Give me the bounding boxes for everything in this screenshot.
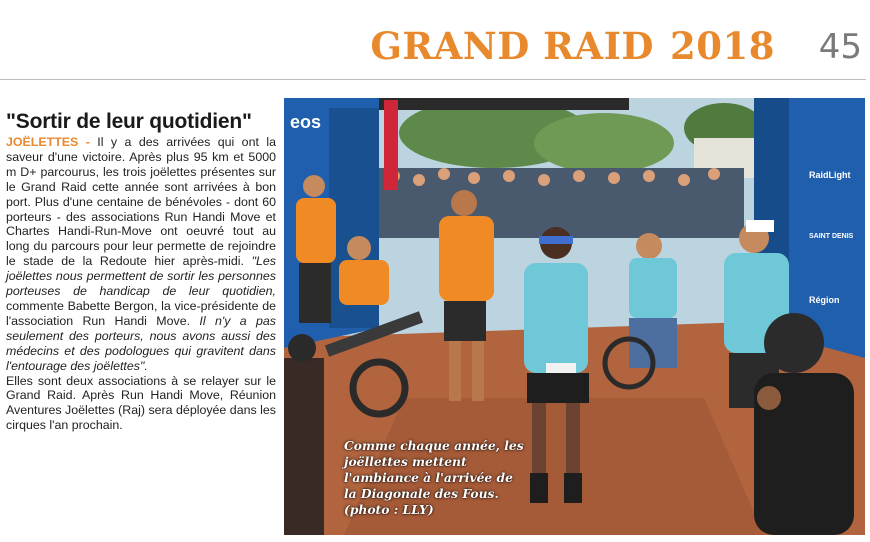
banner-right-text-2: SAINT DENIS <box>809 233 854 240</box>
section-title <box>370 24 775 68</box>
section-title-text: GRAND RAID <box>370 24 655 68</box>
photo-arch <box>339 98 629 110</box>
banner-left-text: eos <box>290 112 322 132</box>
photo-spectator-left-edge <box>284 334 324 535</box>
banner-right-text-1: RaidLight <box>809 170 851 180</box>
photo-flag <box>384 100 398 190</box>
article-paragraph-1: Il y a des arrivées qui ont la saveur d'une victoire. Après plus 95 km et 5000 m D+ parcourus, les trois joëlettes présentes sur le Grand Raid cette année sont arrivées à bon port. Plus d'une centaine de bénévoles - dont 60 porteurs - des associations Run Handi Move et Chartes Handi-Run-Move ont oeuvré tout au long du parcours pour leur permette de rejoindre le stade de la Redoute hier après-midi. <box>6 135 276 269</box>
article-kicker: JOËLETTES - <box>6 135 90 149</box>
page-number: 45 <box>818 27 862 67</box>
article-attribution: commente Babette Bergon, la vice-présidente de l'association Run Handi Move. <box>6 298 276 328</box>
header-divider <box>0 79 866 80</box>
article-quote-2: Il n'y a pas seulement des porteurs, nous avons aussi des médecins et des podologues qui gravitent dans l'entourage des joëlettes". <box>6 313 276 373</box>
article-column <box>6 110 276 433</box>
article-quote-1: "Les joëlettes nous permettent de sortir les personnes porteuses de handicap de leur quotidien, <box>6 254 276 299</box>
article-paragraph-2: Elles sont deux associations à se relayer sur le Grand Raid. Après Run Handi Move, Réunion Aventures Joëlettes (Raj) sera déployée dans les cirques l'an prochain. <box>6 373 276 433</box>
photo-tree <box>534 113 674 173</box>
banner-right-text-3: Région <box>809 295 840 305</box>
page-header <box>0 0 870 80</box>
article-body <box>6 135 276 374</box>
article-photo <box>284 98 865 535</box>
section-year: 2018 <box>670 24 775 68</box>
article-headline: "Sortir de leur quotidien" <box>6 110 252 133</box>
photo-caption: Comme chaque année, les joëllettes mettent l'ambiance à l'arrivée de la Diagonale des Fous. (photo : LLY) <box>344 438 524 517</box>
